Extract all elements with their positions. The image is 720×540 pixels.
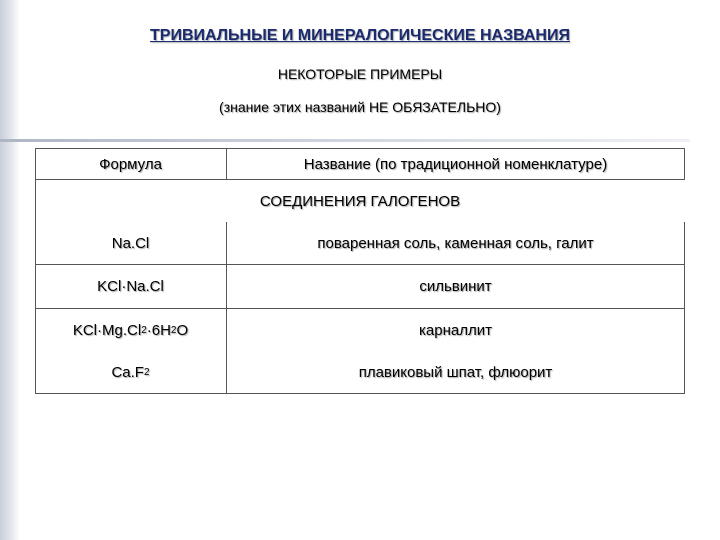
table-border-bottom <box>35 393 685 394</box>
name-cell: карналлит <box>419 321 492 339</box>
formula-cell: Ca.F 2 <box>111 363 150 381</box>
formula-cell: KCl·Mg.Cl 2 ·6H 2 O <box>72 321 189 339</box>
names-table <box>35 148 685 394</box>
name-cell: сильвинит <box>419 278 492 295</box>
header-name: Название (по традиционной номенклатуре) <box>303 155 608 173</box>
table-border-right <box>684 148 685 180</box>
page-subtitle: НЕКОТОРЫЕ ПРИМЕРЫ <box>277 66 443 82</box>
formula-cell: Na.Cl <box>111 234 150 252</box>
header-formula: Формула <box>99 155 162 173</box>
page-note: (знание этих названий НЕ ОБЯЗАТЕЛЬНО) <box>219 99 501 115</box>
header-divider <box>35 179 685 180</box>
formula-cell: KCl·Na.Cl <box>97 278 164 295</box>
title-divider <box>0 139 690 142</box>
name-cell: плавиковый шпат, флюорит <box>358 363 553 381</box>
table-border-right <box>684 222 685 394</box>
name-cell: поваренная соль, каменная соль, галит <box>317 234 594 252</box>
section-title: СОЕДИНЕНИЯ ГАЛОГЕНОВ <box>259 192 461 210</box>
page-title: ТРИВИАЛЬНЫЕ И МИНЕРАЛОГИЧЕСКИЕ НАЗВАНИЯ <box>150 27 570 44</box>
